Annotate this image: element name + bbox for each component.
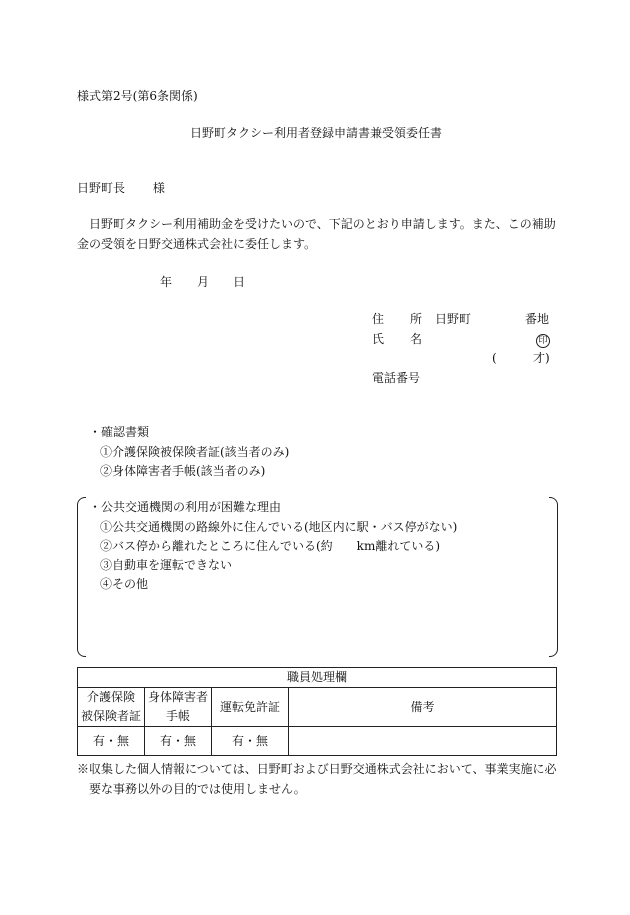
form-number: 様式第2号(第6条関係) [77,89,198,103]
document-title: 日野町タクシー利用者登録申請書兼受領委任書 [190,126,443,140]
value-remarks [289,727,557,756]
value-drivers-license: 有・無 [212,727,289,756]
address-suffix: 番地 [525,312,550,326]
header-care-insurance [78,688,145,727]
confirm-doc-item: ②身体障害者手帳(該当者のみ) [100,464,266,478]
reason-item: ②バス停から離れたところに住んでいる(約 km離れている) [100,539,441,553]
seal-glyph: 印 [536,334,550,348]
date-year: 年 [160,275,173,289]
addressee [77,180,165,196]
reason-item: ③自動車を運転できない [100,558,233,572]
addressee-name: 日野町長 [77,181,126,195]
reason-item: ①公共交通機関の路線外に住んでいる(地区内に駅・バス停がない) [100,520,458,534]
name-label-2: 名 [410,332,423,346]
header-disability-handbook [145,688,212,727]
header-disability-handbook-line-1: 身体障害者 [147,690,208,704]
age-open: ( [492,351,497,365]
confirm-doc-item: ①介護保険被保険者証(該当者のみ) [100,445,290,459]
name-label-1: 氏 [372,332,385,346]
body-text-line-2: 金の受領を日野交通株式会社に委任します。 [77,237,317,251]
staff-table-title: 職員処理欄 [78,668,557,688]
date-month: 月 [197,275,210,289]
right-bracket [549,497,558,657]
confirm-docs-header: ・確認書類 [89,425,150,439]
header-care-insurance-line-1: 介護保険 [86,690,135,704]
header-care-insurance-line-2: 被保険者証 [80,709,141,723]
age-close: 才) [533,351,550,365]
footnote-line-1: ※収集した個人情報については、日野町および日野交通株式会社において、事業実施に必 [77,762,557,776]
address-prefix: 日野町 [435,312,472,326]
body-text-line-1: 日野町タクシー利用補助金を受けたいので、下記のとおり申請します。また、この補助 [89,217,556,231]
header-drivers-license: 運転免許証 [212,688,289,727]
header-remarks: 備考 [289,688,557,727]
reason-item: ④その他 [100,577,149,591]
phone-label: 電話番号 [372,371,421,385]
addressee-honorific: 様 [152,181,165,195]
address-label-2: 所 [410,312,423,326]
address-label-1: 住 [372,312,385,326]
date-day: 日 [233,275,246,289]
footnote-line-2: 要な事務以外の目的では使用しません。 [89,782,306,796]
value-care-insurance: 有・無 [78,727,145,756]
header-disability-handbook-line-2: 手帳 [165,709,190,723]
left-bracket [77,497,86,657]
reasons-header: ・公共交通機関の利用が困難な理由 [89,500,282,514]
staff-processing-table [77,667,557,756]
value-disability-handbook: 有・無 [145,727,212,756]
seal-mark [536,331,550,348]
